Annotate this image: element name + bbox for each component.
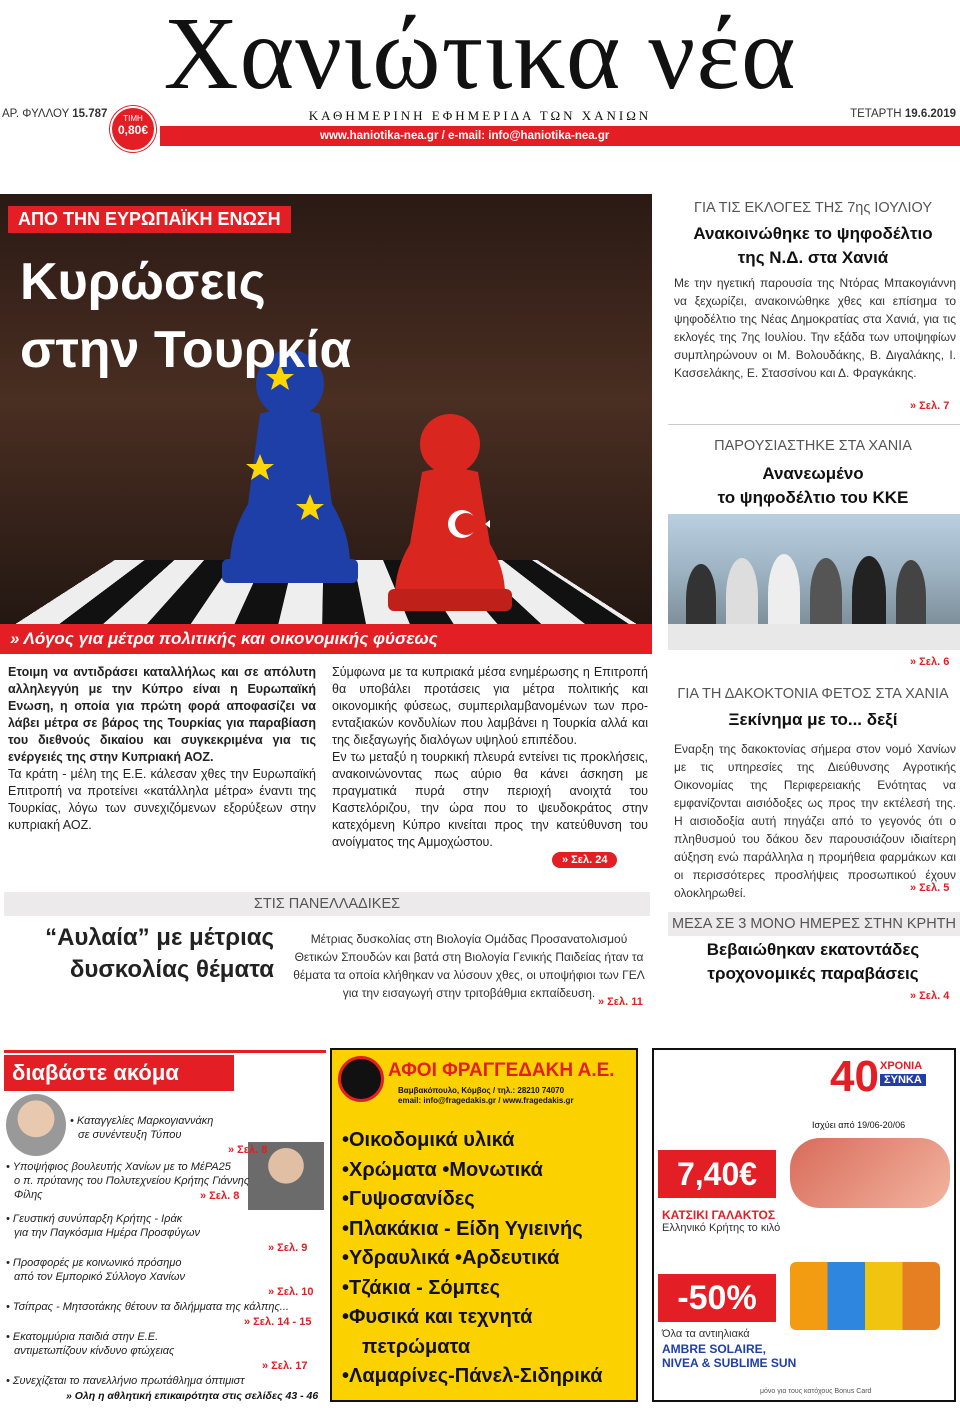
- right-1-headline[interactable]: [668, 222, 958, 270]
- ad-address-line-1: Βαμβακόπουλο, Κόμβος / τηλ.: 28210 74070: [398, 1086, 565, 1095]
- ad-brand: ΑΦΟΙ ΦΡΑΓΓΕΔΑΚΗ Α.Ε.: [388, 1060, 615, 1081]
- read-more-item-1[interactable]: [70, 1114, 240, 1142]
- panel-title-line-1: “Αυλαία” με μέτριας: [45, 924, 274, 951]
- right-1-title-line-1: Ανακοινώθηκε το ψηφοδέλτιο: [693, 224, 933, 243]
- read-more-item-7[interactable]: [6, 1374, 326, 1388]
- issue-value: 15.787: [72, 108, 108, 120]
- right-3-page-ref[interactable]: » Σελ. 5: [910, 882, 950, 894]
- ad-item: •Οικοδομικά υλικά: [342, 1129, 515, 1151]
- discount-line-2: AMBRE SOLAIRE,: [662, 1342, 767, 1356]
- fine-print: μόνο για τους κατόχους Bonus Card: [760, 1388, 872, 1395]
- price-badge: [110, 106, 156, 152]
- day: ΤΕΤΑΡΤΗ: [850, 108, 902, 120]
- item-6-line-2: αντιμετωπίζουν κίνδυνο φτώχειας: [14, 1345, 175, 1357]
- read-more-footer[interactable]: » Ολη η αθλητική επικαιρότητα στις σελίδες 43 - 46: [66, 1390, 319, 1402]
- ad-item: •Φυσικά και τεχνητά: [342, 1306, 533, 1328]
- panel-page-ref[interactable]: » Σελ. 11: [598, 996, 643, 1008]
- right-4-title-line-2: τροχονομικές παραβάσεις: [707, 964, 919, 983]
- right-1-text: Με την ηγετική παρουσία της Ντόρας Μπακογιάννη να ξεχωρίζει, ανακοινώθηκε χθες και επίσημα το ψηφοδέλτιο της Νέας Δημοκρατίας στα Χανιά, για τις εκλογές της 7ης Ιουλίου. Την εξάδα των υποψηφίων συμπληρώνουν οι Μ. Βολουδάκης, Β. Διγαλάκης, Ι. Κασσελάκης, Ε. Στασσίνου και Δ. Φραγκάκης.: [674, 276, 956, 380]
- item-5-page-ref[interactable]: » Σελ. 14 - 15: [244, 1316, 312, 1328]
- right-2-title-line-1: Ανανεωμένο: [762, 464, 864, 483]
- hero-headline[interactable]: [20, 248, 351, 384]
- right-1-page-ref[interactable]: » Σελ. 7: [910, 400, 950, 412]
- hero-text-2b: Εν τω μεταξύ η τουρκική πλευρά εντείνει τις προκλήσεις, ανακοινώνοντας πως αύριο θα κάνει άσκηση με πραγματικά πυρά στην περιοχή ανοιχτά του Καστελόριζου, την ώρα που το ψευδοκράτος στην κατεχόμενη Κύπρο κινείται προς την κατεύθυνση του ανοίγματος της Αμμοχώστου.: [332, 750, 648, 849]
- price-tag: 7,40€: [658, 1150, 776, 1198]
- item-2-line-2: ο π. πρύτανης του Πολυτεχνείου Κρήτης Γιάννης Φίλης: [14, 1175, 250, 1201]
- hero-column-1: [8, 664, 316, 834]
- ad-item: •Γυψοσανίδες: [342, 1188, 475, 1210]
- item-3-line-2: για την Παγκόσμια Ημέρα Προσφύγων: [14, 1227, 200, 1239]
- meat-image: [790, 1138, 950, 1208]
- hero-subtitle: » Λόγος για μέτρα πολιτικής και οικονομικής φύσεως: [0, 624, 652, 654]
- issue-label: ΑΡ. ΦΥΛΛΟΥ: [2, 108, 70, 120]
- item-6-line-1: • Εκατομμύρια παιδιά στην Ε.Ε.: [6, 1331, 159, 1343]
- anniversary-number: 40: [830, 1052, 879, 1101]
- item-7-line-1: • Συνεχίζεται το πανελλήνιο πρωτάθλημα όπτιμιστ: [6, 1375, 245, 1387]
- dateline: [850, 108, 956, 120]
- date: 19.6.2019: [904, 108, 956, 120]
- divider: [668, 424, 960, 425]
- right-2-title-line-2: το ψηφοδέλτιο του ΚΚΕ: [717, 488, 909, 507]
- read-more-item-6[interactable]: [6, 1330, 306, 1358]
- ad-item: •Τζάκια - Σόμπες: [342, 1276, 501, 1299]
- right-1-title-line-2: της Ν.Δ. στα Χανιά: [737, 248, 889, 267]
- hero-column-2: [332, 664, 648, 851]
- ad-item: •Υδραυλικά •Αρδευτικά: [342, 1247, 560, 1269]
- hero-kicker: ΑΠΟ ΤΗΝ ΕΥΡΩΠΑΪΚΗ ΕΝΩΣΗ: [8, 206, 291, 233]
- ad-item: •Λαμαρίνες-Πάνελ-Σιδηρικά: [342, 1365, 603, 1387]
- item-2-page-ref[interactable]: » Σελ. 8: [200, 1190, 240, 1202]
- item-3-line-1: • Γευστική συνύπαρξη Κρήτης - Ιράκ: [6, 1213, 183, 1225]
- right-3-text: Εναρξη της δακοκτονίας σήμερα στον νομό Χανίων με τις υπηρεσίες της Διεύθυνσης Αγροτικής Οικονομίας της Περιφερειακής Ενότητας να εμφανίζονται αισιόδοξες ως προς την εκτέλεσή της. Η αισιοδοξία αυτή πηγάζει από το γεγονός ότι ο πληθυσμού του δάκου δεν παρουσιάζουν ιδιαίτερη αύξηση ενώ παράλληλα η προμήθεια φαρμάκων και οι περισσότερες προσλήψεις προσωπικού έχουν ολοκληρωθεί.: [674, 742, 956, 900]
- synka-logo: ΣΥΝΚΑ: [880, 1074, 926, 1086]
- ad-item: •Πλακάκια - Είδη Υγιεινής: [342, 1217, 583, 1240]
- hero-text-2a: Σύμφωνα με τα κυπριακά μέσα ενημέρωσης η Επιτροπή θα υποβάλει προτάσεις για μέτρα πολιτικής και οικονομικής φύσεως, συμπεριλαμβανομένων των προ-ενταξιακών κονδυλίων που λαμβάνει η Τουρκία αλλά και της διεξαγωγής διαλόγων υψηλού επιπέδου.: [332, 665, 648, 747]
- right-1-kicker: ΓΙΑ ΤΙΣ ΕΚΛΟΓΕΣ ΤΗΣ 7ης ΙΟΥΛΙΟΥ: [668, 196, 958, 220]
- item-4-line-1: • Προσφορές με κοινωνικό πρόσημο: [6, 1257, 182, 1269]
- product-name: ΚΑΤΣΙΚΙ ΓΑΛΑΚΤΟΣ: [662, 1208, 776, 1222]
- item-2-line-1: • Υποψήφιος βουλευτής Χανίων με το ΜέΡΑ25: [6, 1161, 231, 1173]
- right-4-page-ref[interactable]: » Σελ. 4: [910, 990, 950, 1002]
- ad-item: πετρώματα: [362, 1335, 471, 1358]
- brand-logo-icon: [338, 1056, 384, 1102]
- item-5-line-1: • Τσίπρας - Μητσοτάκης θέτουν τα διλήμματα της κάλπης...: [6, 1301, 289, 1313]
- price-value: 0,80€: [117, 123, 149, 137]
- kke-candidates-photo: [668, 514, 960, 650]
- hero-title-line-2: στην Τουρκία: [20, 321, 352, 379]
- masthead-title: Χανιώτικα νέα: [163, 0, 797, 111]
- ad-address: [398, 1086, 574, 1106]
- item-4-line-2: από τον Εμπορικό Σύλλογο Χανίων: [14, 1271, 185, 1283]
- item-3-page-ref[interactable]: » Σελ. 9: [268, 1242, 308, 1254]
- hero-lead: Ετοιμη να αντιδράσει καταλλήλως και σε απόλυτη αλληλεγγύη με την Κύπρο είναι η Ευρωπαϊκή Ενωση, η οποία για πρώτη φορά αποφασίζει να λάβει μέτρα σε βάρος της Τουρκίας για παραβίαση του διεθνούς δικαίου και συγκεκριμένα για τις ενέργειές της στην Κυπριακή ΑΟΖ.: [8, 665, 316, 764]
- item-4-page-ref[interactable]: » Σελ. 10: [268, 1286, 314, 1298]
- right-2-headline[interactable]: [668, 462, 958, 510]
- item-6-page-ref[interactable]: » Σελ. 17: [262, 1360, 308, 1372]
- discount-line-3: NIVEA & SUBLIME SUN: [662, 1356, 797, 1370]
- panel-kicker: ΣΤΙΣ ΠΑΝΕΛΛΑΔΙΚΕΣ: [4, 892, 650, 916]
- right-3-kicker: ΓΙΑ ΤΗ ΔΑΚΟΚΤΟΝΙΑ ΦΕΤΟΣ ΣΤΑ ΧΑΝΙΑ: [668, 682, 958, 706]
- read-more-title: διαβάστε ακόμα: [4, 1055, 234, 1091]
- hero-page-ref[interactable]: » Σελ. 24: [552, 852, 617, 868]
- read-more-item-5[interactable]: [6, 1300, 326, 1314]
- chess-pawns-illustration: [200, 344, 540, 644]
- issue-number: [2, 108, 107, 120]
- read-more-item-4[interactable]: [6, 1256, 306, 1284]
- read-more-item-3[interactable]: [6, 1212, 306, 1240]
- price-label: ΤΙΜΗ: [123, 114, 143, 123]
- item-1-line-2: σε συνέντευξη Τύπου: [78, 1129, 182, 1141]
- discount-line-1: Όλα τα αντιηλιακά: [662, 1328, 750, 1340]
- ad-item: •Χρώματα •Μονωτικά: [342, 1158, 543, 1181]
- panel-title-line-2: δυσκολίας θέματα: [69, 956, 274, 983]
- right-4-headline[interactable]: [668, 938, 958, 986]
- right-2-page-ref[interactable]: » Σελ. 6: [910, 656, 950, 668]
- ad-product-list: [342, 1126, 632, 1392]
- discount-tag: -50%: [658, 1274, 776, 1322]
- right-2-kicker: ΠΑΡΟΥΣΙΑΣΤΗΚΕ ΣΤΑ ΧΑΝΙΑ: [714, 438, 912, 454]
- right-3-headline[interactable]: Ξεκίνημα με το... δεξί: [728, 710, 898, 729]
- item-1-line-1: • Καταγγελίες Μαρκογιαννάκη: [70, 1115, 214, 1127]
- product-sub: Ελληνικό Κρήτης το κιλό: [662, 1222, 781, 1234]
- contact-bar[interactable]: www.haniotika-nea.gr / e-mail: info@haniotika-nea.gr: [160, 126, 960, 146]
- right-4-title-line-1: Βεβαιώθηκαν εκατοντάδες: [706, 940, 920, 959]
- anniversary-label: ΧΡΟΝΙΑ: [880, 1060, 923, 1072]
- panel-text: Μέτριας δυσκολίας στη Βιολογία Ομάδας Προσανατολισμού Θετικών Σπουδών και βατά στη Βιολογία Γενικής Παιδείας ήταν τα θέματα τα οποία κλήθηκαν να λύσουν χθες, οι υποψήφιοι των ΓΕΛ για την εισαγωγή στην τριτοβάθμια εκπαίδευση.: [293, 932, 645, 1000]
- item-1-page-ref[interactable]: » Σελ. 8: [228, 1144, 268, 1156]
- ad-validity: Ισχύει από 19/06-20/06: [812, 1120, 906, 1130]
- panel-headline[interactable]: [4, 922, 274, 986]
- sunscreen-products-image: [790, 1262, 940, 1330]
- avatar: [6, 1094, 66, 1156]
- tagline: ΚΑΘΗΜΕΡΙΝΗ ΕΦΗΜΕΡΙΔΑ ΤΩΝ ΧΑΝΙΩΝ: [308, 108, 652, 123]
- right-4-kicker: ΜΕΣΑ ΣΕ 3 ΜΟΝΟ ΗΜΕΡΕΣ ΣΤΗΝ ΚΡΗΤΗ: [668, 912, 960, 936]
- hero-title-line-1: Κυρώσεις: [20, 253, 266, 311]
- hero-text-1: Τα κράτη - μέλη της Ε.Ε. κάλεσαν χθες την Ευρωπαϊκή Επιτροπή να προτείνει «κατάλληλα μέτρα» έναντι της Τουρκίας, λόγω των συνεχιζόμενων εξορύξεων στην κυπριακή ΑΟΖ.: [8, 767, 316, 832]
- ad-address-line-2: email: info@fragedakis.gr / www.fragedakis.gr: [398, 1096, 574, 1105]
